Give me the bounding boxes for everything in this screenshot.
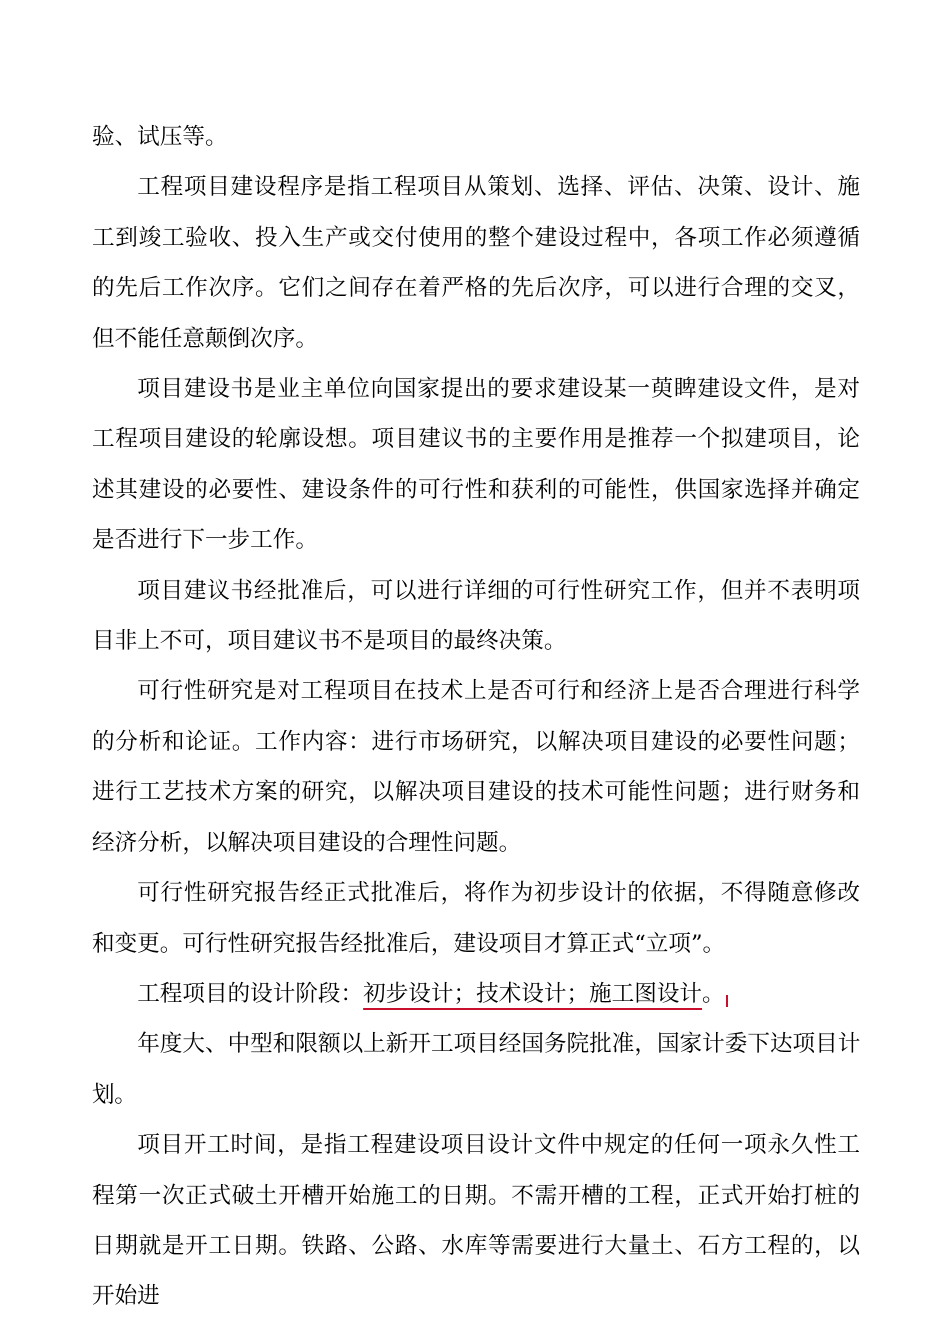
design-stage-label: 工程项目的设计阶段： — [137, 980, 364, 1007]
paragraph-project-proposal: 项目建设书是业主单位向国家提出的要求建设某一萸睥建设文件，是对工程项目建设的轮廓设想。项目建议书的主要作用是推荐一个拟建项目，论述其建设的必要性、建设条件的可行性和获利的可能性，供国家选择并确定是否进行下一步工作。 — [92, 376, 860, 554]
paragraph-feasibility-report: 可行性研究报告经正式批准后，将作为初步设计的依据，不得随意修改和变更。可行性研究报告经批准后，建设项目才算正式“立项”。 — [92, 880, 860, 957]
design-stage-end: 。 — [702, 980, 725, 1007]
revision-mark-icon — [726, 995, 728, 1007]
paragraph-feasibility-study: 可行性研究是对工程项目在技术上是否可行和经济上是否合理进行科学的分析和论证。工作内容：进行市场研究，以解决项目建设的必要性问题；进行工艺技术方案的研究，以解决项目建设的技术可能性问题；进行财务和经济分析，以解决项目建设的合理性问题。 — [92, 678, 860, 856]
paragraph-design-stages — [92, 969, 860, 1019]
paragraph-proposal-approval: 项目建议书经批准后，可以进行详细的可行性研究工作，但并不表明项目非上不可，项目建议书不是项目的最终决策。 — [92, 577, 860, 655]
design-stage-underlined-text: 初步设计；技术设计；施工图设计 — [363, 980, 703, 1007]
paragraph-annual-plan: 年度大、中型和限额以上新开工项目经国务院批准，国家计委下达项目计划。 — [92, 1031, 860, 1108]
document-page — [92, 112, 860, 1322]
paragraph-start-time: 项目开工时间，是指工程建设项目设计文件中规定的任何一项永久性工程第一次正式破土开槽开始施工的日期。不需开槽的工程，正式开始打桩的日期就是开工日期。铁路、公路、水库等需要进行大量土、石方工程的，以开始进 — [92, 1132, 860, 1310]
paragraph-construction-procedure: 工程项目建设程序是指工程项目从策划、选择、评估、决策、设计、施工到竣工验收、投入生产或交付使用的整个建设过程中，各项工作必须遵循的先后工作次序。它们之间存在着严格的先后次序，可以进行合理的交叉，但不能任意颠倒次序。 — [92, 174, 860, 352]
paragraph-continuation: 验、试压等。 — [92, 124, 228, 150]
